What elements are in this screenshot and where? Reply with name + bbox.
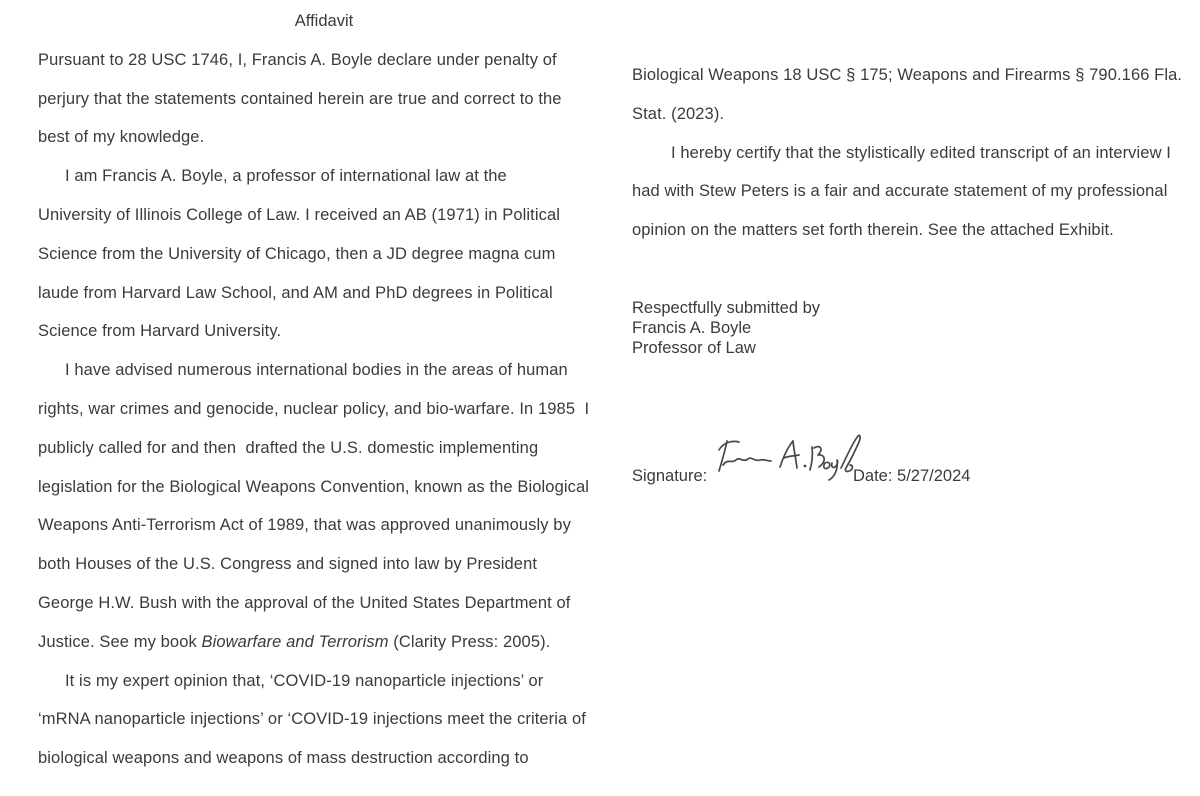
text-line: both Houses of the U.S. Congress and signed into law by President bbox=[38, 555, 538, 574]
text-line: biological weapons and weapons of mass destruction according to bbox=[38, 749, 529, 768]
text-line: I hereby certify that the stylistically edited transcript of an interview I bbox=[671, 143, 1171, 162]
submitted-by-block bbox=[632, 298, 820, 358]
text-line: Stat. (2023). bbox=[632, 104, 725, 123]
text-line: Science from Harvard University. bbox=[38, 322, 282, 341]
submitted-by-line: Respectfully submitted by bbox=[632, 299, 821, 317]
date-text: Date: 5/27/2024 bbox=[853, 467, 971, 485]
text-line: Pursuant to 28 USC 1746, I, Francis A. Boyle declare under penalty of bbox=[38, 50, 557, 69]
text-line: It is my expert opinion that, ‘COVID-19 nanoparticle injections’ or bbox=[65, 671, 544, 690]
signature-area bbox=[632, 430, 1092, 494]
text-line: University of Illinois College of Law. I received an AB (1971) in Political bbox=[38, 205, 561, 224]
submitted-by-name: Francis A. Boyle bbox=[632, 319, 752, 337]
text-line: Weapons Anti-Terrorism Act of 1989, that was approved unanimously by bbox=[38, 516, 571, 535]
text-line: had with Stew Peters is a fair and accurate statement of my professional bbox=[632, 182, 1168, 201]
left-column bbox=[38, 2, 610, 778]
document-title: Affidavit bbox=[294, 12, 354, 30]
signature-handwriting bbox=[712, 432, 864, 484]
signature-label: Signature: bbox=[632, 467, 708, 485]
text-line: Science from the University of Chicago, then a JD degree magna cum bbox=[38, 244, 556, 263]
text-line: rights, war crimes and genocide, nuclear policy, and bio-warfare. In 1985 I bbox=[38, 399, 590, 418]
text-line: publicly called for and then drafted the U.S. domestic implementing bbox=[38, 438, 539, 457]
book-line-post: (Clarity Press: 2005). bbox=[388, 632, 551, 651]
text-line: I have advised numerous international bodies in the areas of human bbox=[65, 361, 568, 380]
book-line-pre: Justice. See my book bbox=[38, 632, 202, 651]
right-column bbox=[632, 56, 1200, 250]
text-line: George H.W. Bush with the approval of the United States Department of bbox=[38, 593, 571, 612]
text-line: ‘mRNA nanoparticle injections’ or ‘COVID-19 injections meet the criteria of bbox=[38, 710, 586, 729]
text-line: Biological Weapons 18 USC § 175; Weapons and Firearms § 790.166 Fla. bbox=[632, 66, 1183, 84]
text-line: I am Francis A. Boyle, a professor of international law at the bbox=[65, 167, 507, 186]
text-line: opinion on the matters set forth therein. See the attached Exhibit. bbox=[632, 221, 1114, 240]
book-title-italic: Biowarfare and Terrorism bbox=[201, 632, 389, 651]
text-line: best of my knowledge. bbox=[38, 128, 205, 147]
text-line: perjury that the statements contained herein are true and correct to the bbox=[38, 89, 562, 108]
text-line: legislation for the Biological Weapons Convention, known as the Biological bbox=[38, 477, 590, 496]
text-line-book-reference bbox=[38, 623, 610, 662]
text-line: laude from Harvard Law School, and AM and PhD degrees in Political bbox=[38, 283, 553, 302]
submitted-by-title: Professor of Law bbox=[632, 339, 756, 357]
